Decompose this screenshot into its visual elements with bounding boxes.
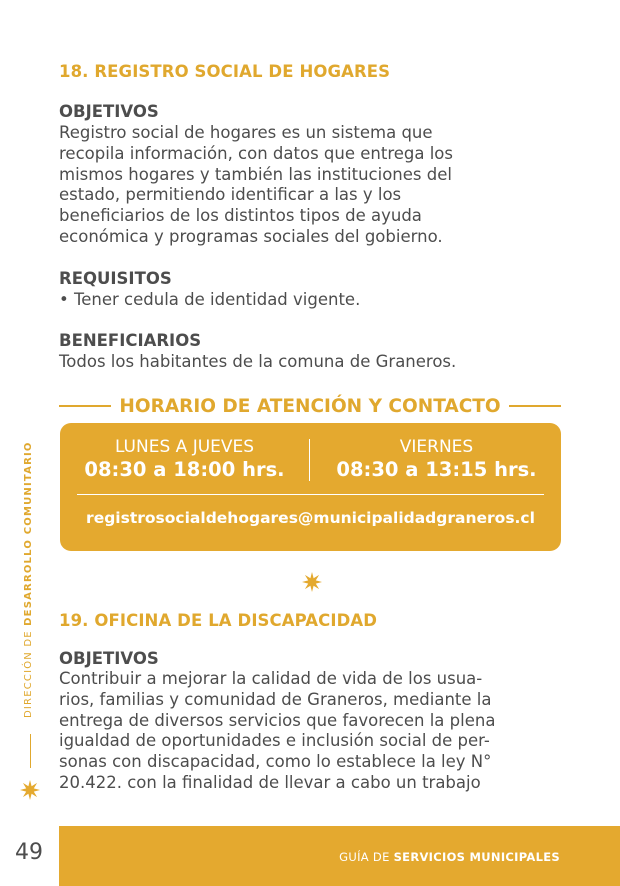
- text-line: 20.422. con la finalidad de llevar a cabo un trabajo: [59, 772, 481, 792]
- text-line: entrega de diversos servicios que favorecen la plena: [59, 710, 496, 730]
- sidebar-department-label: [23, 441, 34, 718]
- sidebar-prefix: DIRECCIÓN DE: [23, 625, 34, 718]
- section-18-objetivos-text: [59, 123, 559, 248]
- contact-box: [60, 423, 561, 551]
- friday-hours: 08:30 a 13:15 hrs.: [336, 458, 537, 481]
- weekdays-hours: 08:30 a 18:00 hrs.: [84, 458, 285, 481]
- footer-bold: SERVICIOS MUNICIPALES: [393, 850, 560, 864]
- footer-bar: [59, 826, 620, 886]
- section-19-objetivos-heading: OBJETIVOS: [59, 649, 159, 668]
- section-18-beneficiarios-text: Todos los habitantes de la comuna de Graneros.: [59, 352, 457, 371]
- text-line: Registro social de hogares es un sistema que: [59, 123, 433, 142]
- schedule-friday: [312, 437, 561, 481]
- section-18-requisitos-heading: REQUISITOS: [59, 269, 172, 288]
- title-rule-left: [59, 405, 111, 407]
- sidebar-star-icon: [20, 779, 40, 801]
- schedule-divider: [309, 439, 310, 481]
- star-icon: [302, 572, 322, 592]
- contact-email-link[interactable]: registrosocialdehogares@municipalidadgraneros.cl: [86, 509, 535, 527]
- friday-label: VIERNES: [399, 437, 474, 457]
- text-line: sonas con discapacidad, como lo establece la ley N°: [59, 752, 492, 772]
- text-line: igualdad de oportunidades e inclusión social de per-: [59, 731, 490, 751]
- page-number: 49: [15, 840, 43, 865]
- section-18-title: 18. REGISTRO SOCIAL DE HOGARES: [59, 62, 391, 81]
- footer-guide-label: [339, 850, 560, 864]
- schedule-weekdays: [60, 437, 309, 481]
- section-19-objetivos-text: [59, 669, 559, 794]
- text-line: rios, familias y comunidad de Graneros, mediante la: [59, 689, 492, 709]
- section-18-requisitos-text: • Tener cedula de identidad vigente.: [59, 290, 361, 309]
- weekdays-label: LUNES A JUEVES: [114, 437, 255, 457]
- text-line: mismos hogares y también las instituciones del: [59, 164, 452, 184]
- text-line: beneficiarios de los distintos tipos de ayuda: [59, 206, 422, 226]
- section-18-beneficiarios-heading: BENEFICIARIOS: [59, 331, 202, 350]
- footer-prefix: GUÍA DE: [339, 850, 394, 864]
- title-rule-right: [509, 405, 561, 407]
- contact-title-row: [59, 393, 561, 419]
- sidebar-bold: DESARROLLO COMUNITARIO: [23, 441, 34, 626]
- text-line: estado, permitiendo identificar a las y los: [59, 185, 402, 205]
- text-line: recopila información, con datos que entrega los: [59, 143, 454, 163]
- section-18-objetivos-heading: OBJETIVOS: [59, 102, 159, 121]
- text-line: económica y programas sociales del gobierno.: [59, 226, 443, 246]
- contact-title: HORARIO DE ATENCIÓN Y CONTACTO: [119, 395, 501, 417]
- sidebar-rule: [30, 734, 31, 768]
- section-19-title: 19. OFICINA DE LA DISCAPACIDAD: [59, 611, 378, 630]
- box-divider: [77, 494, 544, 495]
- text-line: Contribuir a mejorar la calidad de vida de los usua-: [59, 669, 483, 688]
